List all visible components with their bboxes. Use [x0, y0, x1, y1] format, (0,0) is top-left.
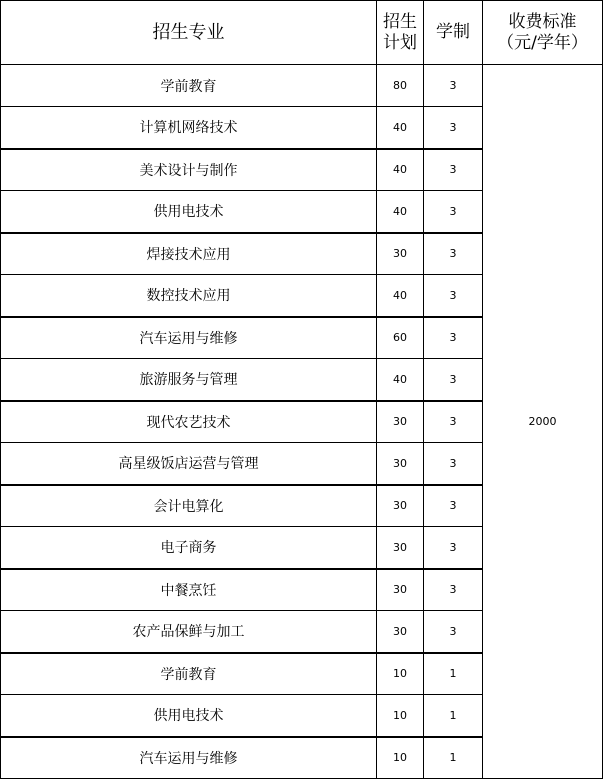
header-fee-line2: （元/学年）	[497, 32, 588, 53]
major-cell: 中餐烹饪	[1, 569, 377, 611]
plan-cell: 10	[377, 695, 424, 737]
major-cell: 计算机网络技术	[1, 107, 377, 149]
plan-cell: 40	[377, 191, 424, 233]
plan-cell: 10	[377, 737, 424, 779]
plan-cell: 30	[377, 443, 424, 485]
plan-cell: 40	[377, 107, 424, 149]
plan-cell: 30	[377, 611, 424, 653]
years-cell: 3	[424, 401, 483, 443]
years-cell: 3	[424, 233, 483, 275]
major-cell: 农产品保鲜与加工	[1, 611, 377, 653]
years-cell: 3	[424, 107, 483, 149]
years-cell: 1	[424, 653, 483, 695]
major-cell: 学前教育	[1, 653, 377, 695]
years-cell: 1	[424, 695, 483, 737]
plan-cell: 30	[377, 233, 424, 275]
major-cell: 供用电技术	[1, 191, 377, 233]
years-cell: 1	[424, 737, 483, 779]
major-cell: 电子商务	[1, 527, 377, 569]
major-cell: 汽车运用与维修	[1, 737, 377, 779]
plan-cell: 60	[377, 317, 424, 359]
plan-cell: 30	[377, 527, 424, 569]
years-cell: 3	[424, 149, 483, 191]
major-cell: 汽车运用与维修	[1, 317, 377, 359]
table-row	[1, 65, 603, 107]
plan-cell: 40	[377, 359, 424, 401]
major-cell: 焊接技术应用	[1, 233, 377, 275]
major-cell: 会计电算化	[1, 485, 377, 527]
years-cell: 3	[424, 611, 483, 653]
major-cell: 旅游服务与管理	[1, 359, 377, 401]
years-cell: 3	[424, 527, 483, 569]
years-cell: 3	[424, 485, 483, 527]
header-plan-line2: 计划	[383, 32, 417, 53]
header-plan-line1: 招生	[383, 11, 417, 32]
plan-cell: 80	[377, 65, 424, 107]
years-cell: 3	[424, 359, 483, 401]
major-cell: 现代农艺技术	[1, 401, 377, 443]
plan-cell: 40	[377, 149, 424, 191]
plan-cell: 30	[377, 401, 424, 443]
major-cell: 数控技术应用	[1, 275, 377, 317]
header-fee	[483, 1, 603, 65]
table-header-row	[1, 1, 603, 65]
years-cell: 3	[424, 65, 483, 107]
years-cell: 3	[424, 443, 483, 485]
header-years: 学制	[424, 1, 483, 65]
major-cell: 学前教育	[1, 65, 377, 107]
years-cell: 3	[424, 275, 483, 317]
plan-cell: 10	[377, 653, 424, 695]
years-cell: 3	[424, 569, 483, 611]
plan-cell: 40	[377, 275, 424, 317]
fee-cell: 2000	[483, 65, 603, 779]
plan-cell: 30	[377, 485, 424, 527]
header-fee-line1: 收费标准	[508, 11, 577, 32]
major-cell: 高星级饭店运营与管理	[1, 443, 377, 485]
years-cell: 3	[424, 191, 483, 233]
major-cell: 美术设计与制作	[1, 149, 377, 191]
major-cell: 供用电技术	[1, 695, 377, 737]
years-cell: 3	[424, 317, 483, 359]
plan-cell: 30	[377, 569, 424, 611]
header-major: 招生专业	[1, 1, 377, 65]
header-plan	[377, 1, 424, 65]
